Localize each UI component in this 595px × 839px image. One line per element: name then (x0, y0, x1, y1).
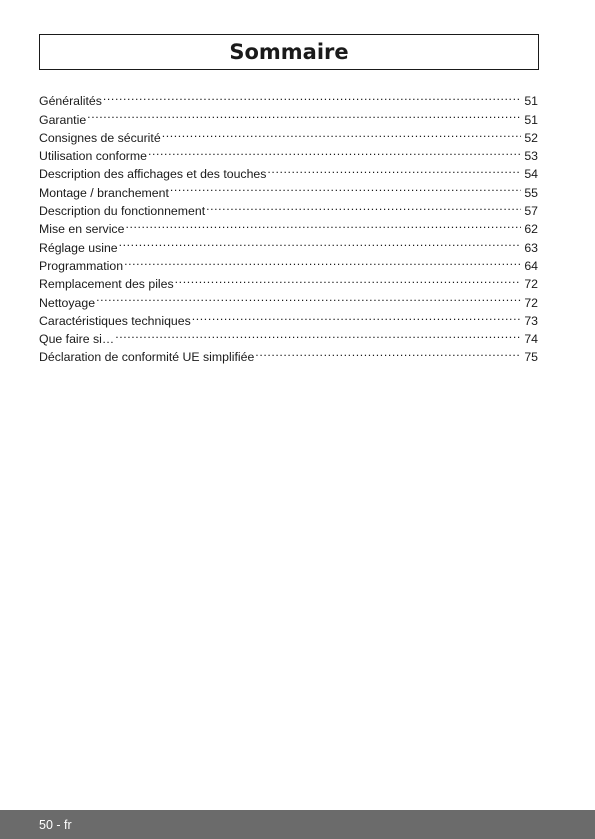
toc-entry-page: 64 (524, 258, 538, 273)
toc-leader-dots (255, 343, 521, 361)
toc-entry-label: Remplacement des piles (39, 277, 174, 292)
toc-leader-dots (103, 87, 521, 105)
toc-entry-page: 74 (524, 332, 538, 347)
toc-entry[interactable] (39, 124, 538, 145)
toc-entry-label: Consignes de sécurité (39, 130, 161, 145)
toc-leader-dots (206, 197, 521, 215)
toc-entry-page: 75 (524, 350, 538, 365)
page-number: 50 - fr (39, 817, 72, 832)
toc-entry-label: Description du fonctionnement (39, 204, 206, 219)
toc-entry-label: Déclaration de conformité UE simplifiée (39, 350, 255, 365)
toc-entry-page: 51 (524, 112, 538, 127)
toc-entry-page: 73 (524, 313, 538, 328)
toc-leader-dots (115, 325, 521, 343)
toc-entry-label: Mise en service (39, 222, 125, 237)
toc-entry-label: Programmation (39, 258, 124, 273)
toc-entry-page: 62 (524, 222, 538, 237)
toc-entry-label: Caractéristiques techniques (39, 313, 191, 328)
toc-leader-dots (124, 252, 521, 270)
toc-leader-dots (125, 215, 521, 233)
toc-entry-page: 57 (524, 204, 538, 219)
toc-entry-label: Que faire si… (39, 332, 115, 347)
toc-entry-page: 72 (524, 295, 538, 310)
page-title: Sommaire (229, 40, 349, 64)
toc-leader-dots (175, 270, 522, 288)
toc-entry-label: Réglage usine (39, 240, 118, 255)
toc-leader-dots (162, 124, 522, 142)
toc-entry-label: Nettoyage (39, 295, 96, 310)
toc-entry-page: 55 (524, 185, 538, 200)
title-box (39, 34, 539, 70)
toc-entry[interactable] (39, 87, 538, 109)
toc-entry-label: Utilisation conforme (39, 149, 147, 164)
toc-entry-label: Garantie (39, 112, 87, 127)
toc-leader-dots (170, 178, 521, 196)
toc-entry-label: Montage / branchement (39, 185, 169, 200)
toc-leader-dots (267, 160, 521, 178)
toc-entry-page: 51 (524, 94, 538, 109)
toc-leader-dots (96, 288, 521, 306)
toc-entry[interactable] (39, 288, 538, 310)
toc-leader-dots (192, 307, 522, 325)
toc-entry-label: Généralités (39, 94, 102, 109)
toc-leader-dots (119, 233, 522, 251)
toc-leader-dots (87, 105, 521, 123)
toc-entry-label: Description des affichages et des touches (39, 167, 267, 182)
toc-entry-page: 63 (524, 240, 538, 255)
toc-entry[interactable] (39, 105, 538, 127)
toc-entry-page: 72 (524, 277, 538, 292)
table-of-contents (39, 87, 538, 365)
toc-entry-page: 53 (524, 149, 538, 164)
toc-entry[interactable] (39, 307, 538, 328)
toc-leader-dots (148, 142, 521, 160)
toc-entry-page: 54 (524, 167, 538, 182)
toc-entry-page: 52 (524, 130, 538, 145)
footer-bar (0, 810, 595, 839)
